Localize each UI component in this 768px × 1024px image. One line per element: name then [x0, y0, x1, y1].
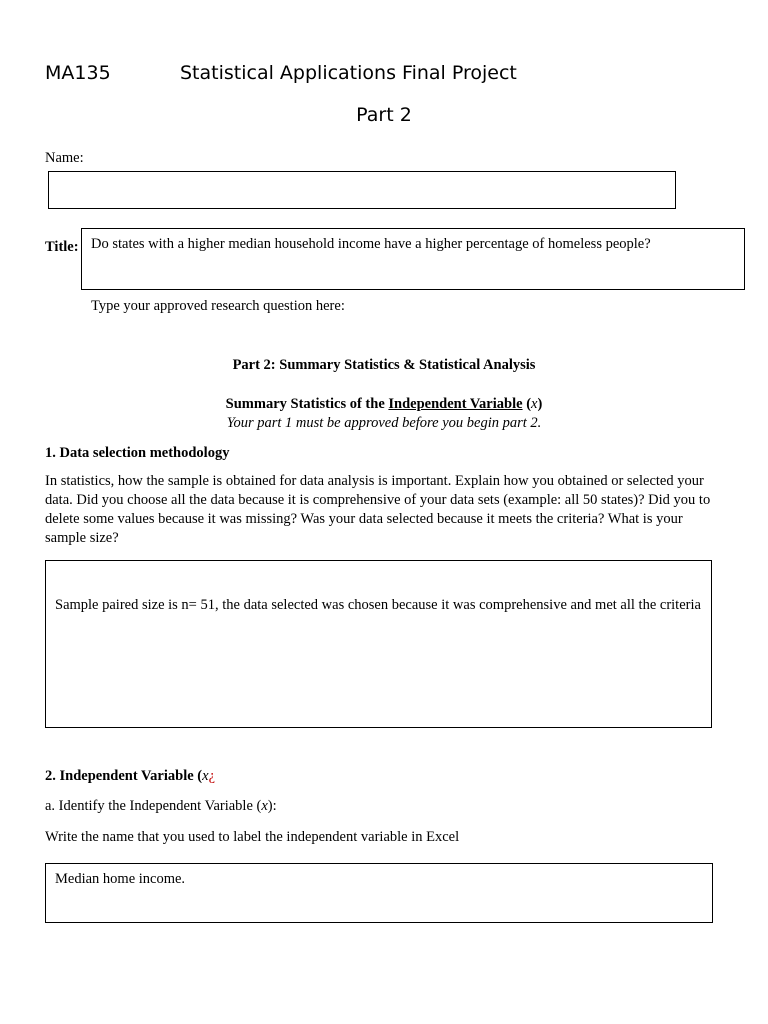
q2-instruction: Write the name that you used to label the independent variable in Excel — [45, 829, 460, 845]
title-instruction: Type your approved research question here: — [91, 298, 345, 314]
q2-answer-box[interactable] — [45, 863, 713, 923]
title-label: Title: — [45, 239, 79, 255]
q1-heading: 1. Data selection methodology — [45, 445, 230, 461]
title-value: Do states with a higher median household income have a higher percentage of homeless people? — [91, 236, 651, 252]
document-title: Statistical Applications Final Project — [180, 62, 517, 84]
q1-answer-box[interactable] — [45, 560, 712, 728]
name-label: Name: — [45, 150, 84, 166]
q2-heading: 2. Independent Variable (x¿ — [45, 768, 215, 784]
approval-note: Your part 1 must be approved before you begin part 2. — [226, 415, 542, 431]
q1-body: In statistics, how the sample is obtained for data analysis is important. Explain how you obtained or selected your data. Did you choose all the data because it is comprehensive of your data sets (example: all 50 states)? Did you to delete some values because it was missing? Was your data selected because it meets the criteria? What is your sample size? — [45, 473, 711, 546]
course-code: MA135 — [45, 62, 111, 84]
q2-sub-a: a. Identify the Independent Variable (x): — [45, 798, 277, 814]
section-heading: Part 2: Summary Statistics & Statistical Analysis — [232, 357, 536, 373]
title-input[interactable] — [81, 228, 745, 290]
part-label: Part 2 — [356, 104, 412, 126]
q1-answer: Sample paired size is n= 51, the data selected was chosen because it was comprehensive and met all the criteria — [55, 597, 701, 613]
section-subheading: Summary Statistics of the Independent Variable (x) — [225, 396, 543, 412]
name-input[interactable] — [48, 171, 676, 209]
q2-answer: Median home income. — [55, 871, 186, 887]
